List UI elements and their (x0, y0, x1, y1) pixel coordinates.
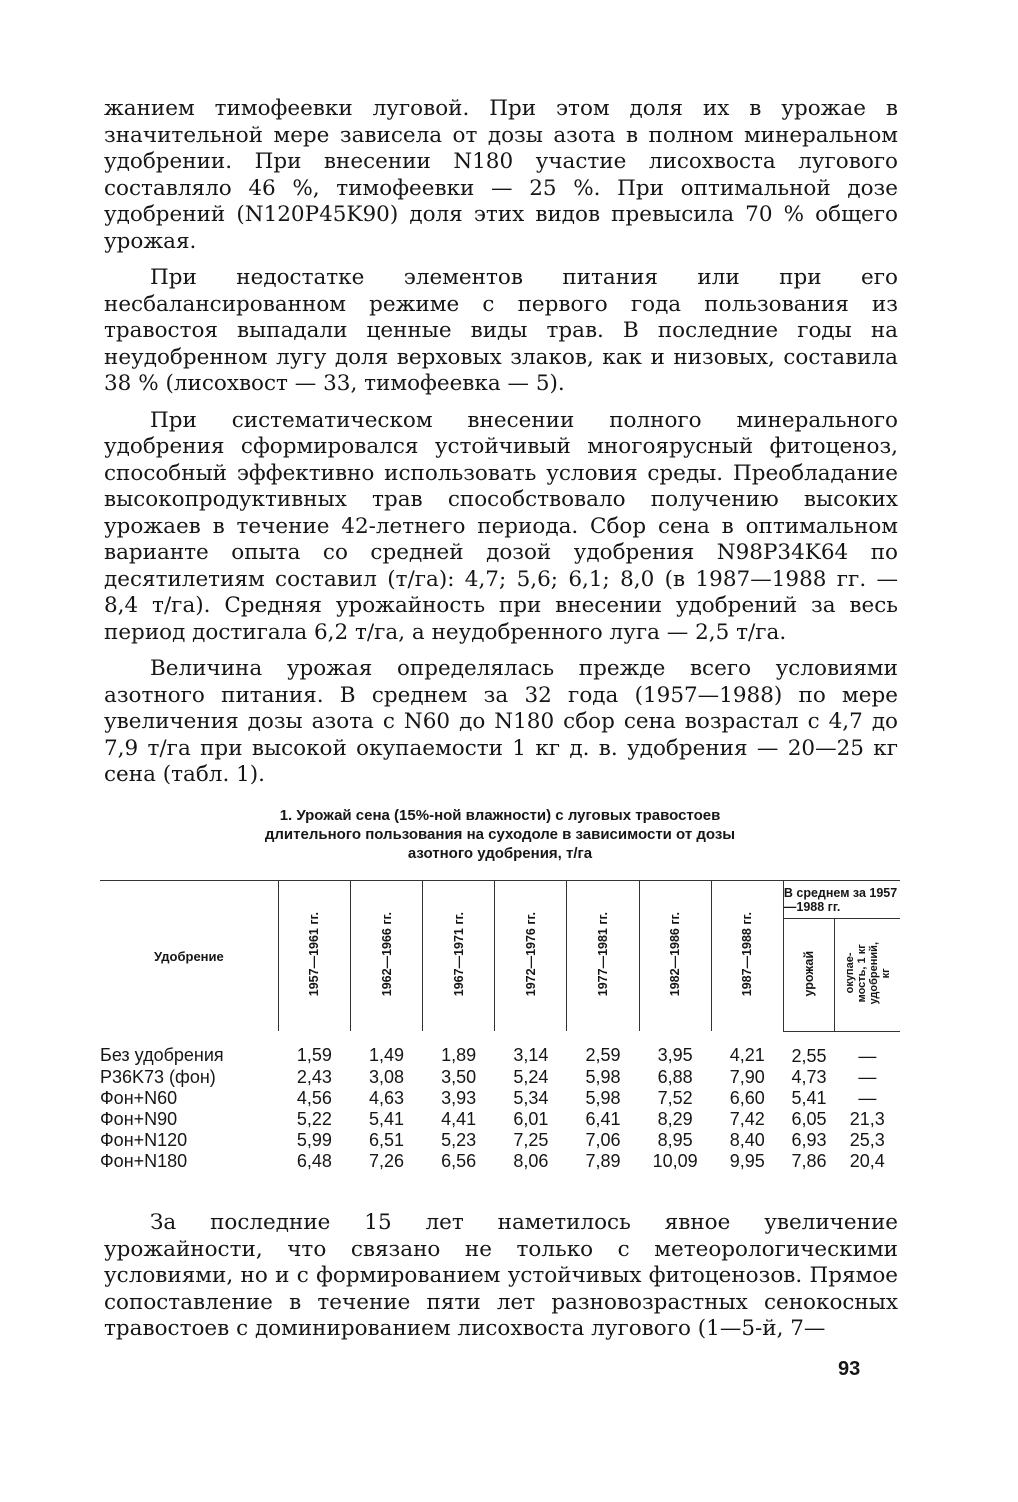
caption-line: азотного удобрения, т/га (407, 845, 593, 862)
table-cell: 5,41 (369, 1108, 405, 1129)
table-cell: 3,95 (657, 1045, 693, 1066)
table-row (100, 1031, 900, 1067)
body-text-top (104, 96, 898, 799)
table-cell: 2,59 (585, 1045, 621, 1066)
column-header-period: 1967—1971 гг. (423, 881, 495, 1032)
table-cell: 1,49 (369, 1045, 405, 1066)
table-cell: 6,93 (791, 1129, 827, 1150)
column-group-average: В среднем за 1957—1988 гг. (783, 881, 900, 919)
column-header-yield: урожай (783, 919, 834, 1031)
table-cell: 5,98 (585, 1066, 621, 1087)
table-cell: 8,29 (657, 1108, 693, 1129)
table-cell: 3,08 (369, 1066, 405, 1087)
paragraph: При систематическом внесении полного минерального удобрения сформировался устойчивый многоярусный фитоценоз, способный эффективно использовать условия среды. Преобладание высокопродуктивных трав способствовало получению высоких урожаев в течение 42-летнего периода. Сбор сена в оптимальном варианте опыта со средней дозой удобрения N98P34K64 по десятилетиям составил (т/га): 4,7; 5,6; 6,1; 8,0 (в 1987—1988 гг. — 8,4 т/га). Средняя урожайность при внесении удобрений за весь период достигала 6,2 т/га, а неудобренного луга — 2,5 т/га. (104, 407, 898, 645)
table-cell: 7,26 (369, 1150, 405, 1171)
table-cell: 21,3 (849, 1108, 885, 1129)
table-cell: 5,23 (441, 1129, 477, 1150)
table-cell: 25,3 (849, 1129, 885, 1150)
table-cell: — (858, 1045, 877, 1066)
table-cell: 1,59 (296, 1045, 332, 1066)
table-cell: 1,89 (441, 1045, 477, 1066)
column-header-fertilizer: Удобрение (100, 881, 278, 1032)
table-cell: 9,95 (729, 1150, 765, 1171)
column-header-period: 1982—1986 гг. (639, 881, 711, 1032)
row-label: Без удобрения (100, 1045, 224, 1066)
body-text-bottom (104, 1210, 898, 1353)
table-cell: 4,41 (441, 1108, 477, 1129)
caption-line: длительного пользования на суходоле в зависимости от дозы (264, 826, 736, 843)
table-cell: 5,22 (296, 1108, 332, 1129)
column-header-period: 1987—1988 гг. (711, 881, 783, 1032)
table-row (100, 1130, 900, 1151)
table-cell: 4,56 (296, 1087, 332, 1108)
row-label: P36K73 (фон) (100, 1066, 216, 1087)
table-cell: 6,05 (791, 1108, 827, 1129)
table-body (100, 1031, 900, 1172)
table-cell: 6,01 (513, 1108, 549, 1129)
table-cell: 7,42 (729, 1108, 765, 1129)
table-row (100, 1088, 900, 1109)
table-row (100, 1067, 900, 1088)
column-header-period: 1962—1966 гг. (350, 881, 422, 1032)
paragraph: жанием тимофеевки луговой. При этом доля их в урожае в значительной мере зависела от дозы азота в полном минеральном удобрении. При внесении N180 участие лисохвоста лугового составляло 46 %, тимофеевки — 25 %. При оптимальной дозе удобрений (N120P45K90) доля этих видов превысила 70 % общего урожая. (104, 96, 898, 254)
paragraph: При недостатке элементов питания или при его несбалансированном режиме с первого года пользования из травостоя выпадали ценные виды трав. В последние годы на неудобренном лугу доля верховых злаков, как и низовых, составила 38 % (лисохвост — 33, тимофеевка — 5). (104, 265, 898, 396)
table-cell: 3,14 (513, 1045, 549, 1066)
table-cell: 8,95 (657, 1129, 693, 1150)
table-cell: 10,09 (652, 1150, 698, 1171)
table-cell: 7,25 (513, 1129, 549, 1150)
table-cell: 7,86 (791, 1150, 827, 1171)
table-cell: 8,06 (513, 1150, 549, 1171)
row-label: Фон+N180 (100, 1150, 188, 1171)
table-cell: 6,88 (657, 1066, 693, 1087)
table-cell: 7,90 (729, 1066, 765, 1087)
table-cell: 3,50 (441, 1066, 477, 1087)
table-cell: 6,56 (441, 1150, 477, 1171)
page-number: 93 (838, 1358, 861, 1380)
table-cell: 6,48 (296, 1150, 332, 1171)
table-cell: 7,52 (657, 1087, 693, 1108)
table-cell: 5,98 (585, 1087, 621, 1108)
table-cell: 3,93 (441, 1087, 477, 1108)
table-cell: 20,4 (849, 1150, 885, 1171)
table-row (100, 1109, 900, 1130)
column-header-period: 1972—1976 гг. (495, 881, 567, 1032)
row-label: Фон+N90 (100, 1108, 178, 1129)
table-cell: 7,89 (585, 1150, 621, 1171)
table-cell: 5,99 (296, 1129, 332, 1150)
table-cell: 5,34 (513, 1087, 549, 1108)
table-cell: 4,21 (729, 1045, 765, 1066)
table-cell: 6,60 (729, 1087, 765, 1108)
table-cell: 6,51 (369, 1129, 405, 1150)
yield-table (100, 880, 900, 1172)
table-cell: 2,55 (791, 1045, 827, 1066)
caption-line: 1. Урожай сена (15%-ной влажности) с луговых травостоев (279, 807, 721, 824)
column-header-period: 1957—1961 гг. (278, 881, 350, 1032)
table-cell: 5,24 (513, 1066, 549, 1087)
row-label: Фон+N60 (100, 1087, 178, 1108)
table-cell: 4,63 (369, 1087, 405, 1108)
table-cell: 6,41 (585, 1108, 621, 1129)
column-header-payback: окупае- мость, 1 кг удобрений, кг (835, 919, 900, 1031)
table-row (100, 1151, 900, 1172)
table-cell: — (858, 1066, 877, 1087)
column-header-period: 1977—1981 гг. (567, 881, 639, 1032)
paragraph: За последние 15 лет наметилось явное увеличение урожайности, что связано не только с метеорологическими условиями, но и с формированием устойчивых фитоценозов. Прямое сопоставление в течение пяти лет разновозрастных сенокосных травостоев с доминированием лисохвоста лугового (1—5-й, 7— (104, 1210, 898, 1341)
table-caption (130, 806, 870, 863)
table-cell: — (858, 1087, 877, 1108)
table-cell: 2,43 (296, 1066, 332, 1087)
table-cell: 7,06 (585, 1129, 621, 1150)
paragraph: Величина урожая определялась прежде всего условиями азотного питания. В среднем за 32 года (1957—1988) по мере увеличения дозы азота с N60 до N180 сбор сена возрастал с 4,7 до 7,9 т/га при высокой окупаемости 1 кг д. в. удобрения — 20—25 кг сена (табл. 1). (104, 656, 898, 787)
table-cell: 4,73 (791, 1066, 827, 1087)
table-cell: 8,40 (729, 1129, 765, 1150)
table-cell: 5,41 (791, 1087, 827, 1108)
row-label: Фон+N120 (100, 1129, 188, 1150)
